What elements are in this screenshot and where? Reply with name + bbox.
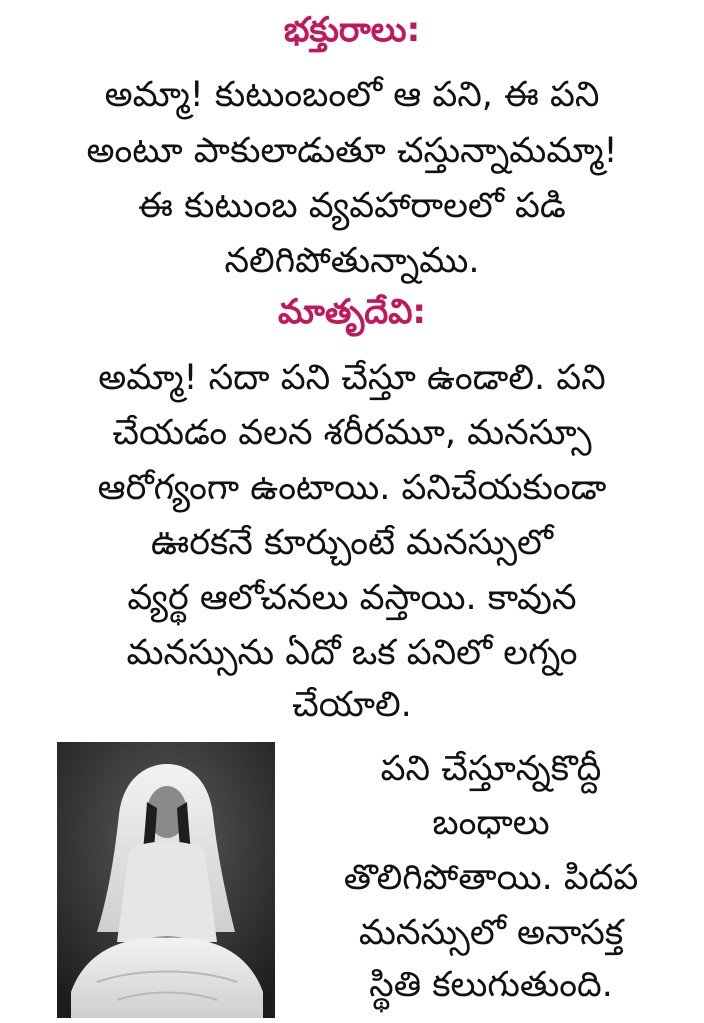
mother-line-2: చేయడం వలన శరీరమూ, మనస్సూ bbox=[112, 413, 592, 453]
mother-line-5: వ్యర్థ ఆలోచనలు వస్తాయి. కావున bbox=[127, 578, 577, 618]
mother-heading: మాతృదేవి: bbox=[278, 292, 426, 332]
mother-line-3: ఆరోగ్యంగా ఉంటాయి. పనిచేయకుండా bbox=[97, 468, 607, 508]
mother-line-7: చేయాలి. bbox=[292, 685, 412, 725]
mother-line-1: అమ్మా! సదా పని చేస్తూ ఉండాలి. పని bbox=[98, 358, 606, 398]
devotee-heading: భక్తురాలు: bbox=[283, 10, 421, 50]
devotee-line-1: అమ్మా! కుటుంబంలో ఆ పని, ఈ పని bbox=[104, 75, 600, 115]
side-line-4: మనస్సులో అనాసక్త bbox=[358, 913, 624, 953]
devotee-line-4: నలిగిపోతున్నాము. bbox=[224, 241, 480, 281]
side-line-1: పని చేస్తూన్నకొద్దీ bbox=[380, 749, 602, 789]
side-line-2: బంధాలు bbox=[432, 803, 550, 843]
mother-line-4: ఊరకనే కూర్చుంటే మనస్సులో bbox=[150, 523, 554, 563]
side-line-5: స్థితి కలుగుతుంది. bbox=[369, 965, 613, 1005]
side-line-3: తొలిగిపోతాయి. పిదప bbox=[343, 858, 639, 898]
mother-line-6: మనస్సును ఏదో ఒక పనిలో లగ్నం bbox=[126, 633, 578, 673]
devotee-line-3: ఈ కుటుంబ వ్యవహారాలలో పడి bbox=[138, 186, 566, 226]
portrait-photo bbox=[57, 742, 275, 1018]
portrait-photo-icon bbox=[57, 742, 275, 1018]
devotee-line-2: అంటూ పాకులాడుతూ చస్తున్నామమ్మా! bbox=[86, 131, 618, 171]
